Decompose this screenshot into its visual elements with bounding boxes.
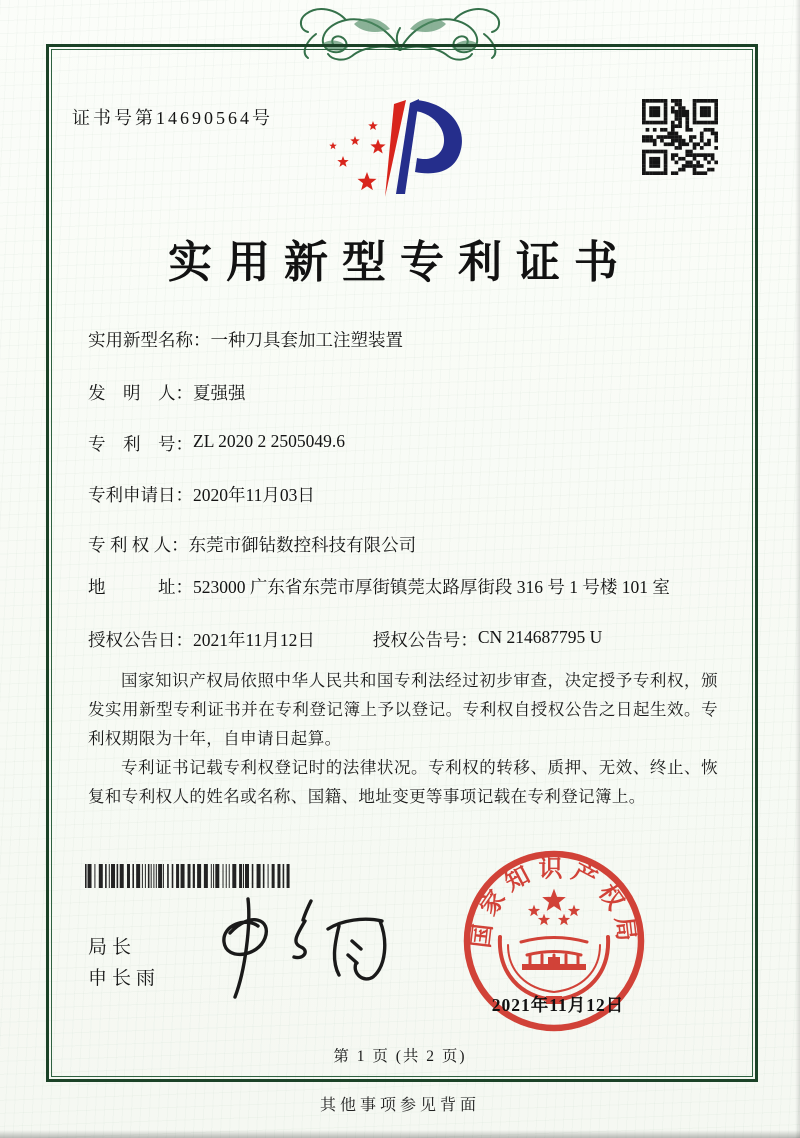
field-row-grant xyxy=(88,627,728,652)
field-row-patentee xyxy=(88,532,416,557)
field-label: 专 利 权 人： xyxy=(88,535,189,555)
seal-date: 2021年11月12日 xyxy=(491,995,625,1015)
field-value: 一种刀具套加工注塑装置 xyxy=(210,330,403,350)
barcode xyxy=(85,864,293,888)
field-label: 发 明 人： xyxy=(88,383,193,403)
seal-text: 国家知识产权局 xyxy=(468,856,640,950)
photo-edge-bottom xyxy=(0,1130,800,1138)
field-row-address xyxy=(88,574,720,601)
back-note: 其他事项参见背面 xyxy=(319,1097,480,1114)
field-label: 专 利 号： xyxy=(88,434,193,454)
national-emblem xyxy=(500,890,608,1004)
page-number: 第 1 页 (共 2 页) xyxy=(333,1048,467,1065)
field-row-patent-no xyxy=(88,431,345,456)
legal-paragraph-1: 国家知识产权局依照中华人民共和国专利法经过初步审查，决定授予专利权，颁发实用新型专利证书并在专利登记簿上予以登记。专利权自授权公告之日起生效。专利权期限为十年，自申请日起算。 xyxy=(88,671,718,748)
legal-body-text xyxy=(88,666,718,811)
handwritten-signature xyxy=(192,893,407,1005)
field-row-name xyxy=(88,327,403,352)
field-row-inventor xyxy=(88,380,246,405)
cnipa-logo xyxy=(325,94,490,212)
field-value: ZL 2020 2 2505049.6 xyxy=(193,431,345,451)
field-row-filing-date xyxy=(88,482,315,507)
field-label: 地 址： xyxy=(88,577,193,597)
field-label: 专利申请日： xyxy=(88,485,193,505)
field-value: 2020年11月03日 xyxy=(193,485,315,505)
legal-paragraph-2: 专利证书记载专利权登记时的法律状况。专利权的转移、质押、无效、终止、恢复和专利权人的姓名或名称、国籍、地址变更等事项记载在专利登记簿上。 xyxy=(88,758,718,806)
signer-title: 局长 xyxy=(88,937,137,958)
certificate-title: 实用新型专利证书 xyxy=(168,238,632,287)
field-value: 523000 广东省东莞市厚街镇莞太路厚街段 316 号 1 号楼 101 室 xyxy=(193,577,670,597)
signer-block xyxy=(88,932,160,994)
certificate-number: 证书号第14690564号 xyxy=(72,108,273,128)
signer-name: 申长雨 xyxy=(88,968,161,989)
field-value: 夏强强 xyxy=(193,383,246,403)
grant-number-label: 授权公告号： xyxy=(372,630,478,650)
field-label: 实用新型名称： xyxy=(88,330,211,350)
field-value: 东莞市御钻数控科技有限公司 xyxy=(188,535,417,555)
grant-date-label: 授权公告日： xyxy=(88,630,193,650)
qr-code xyxy=(642,99,718,175)
photo-edge-right xyxy=(795,0,800,1138)
grant-number-value: CN 214687795 U xyxy=(477,627,603,647)
grant-date-value: 2021年11月12日 xyxy=(193,630,315,650)
